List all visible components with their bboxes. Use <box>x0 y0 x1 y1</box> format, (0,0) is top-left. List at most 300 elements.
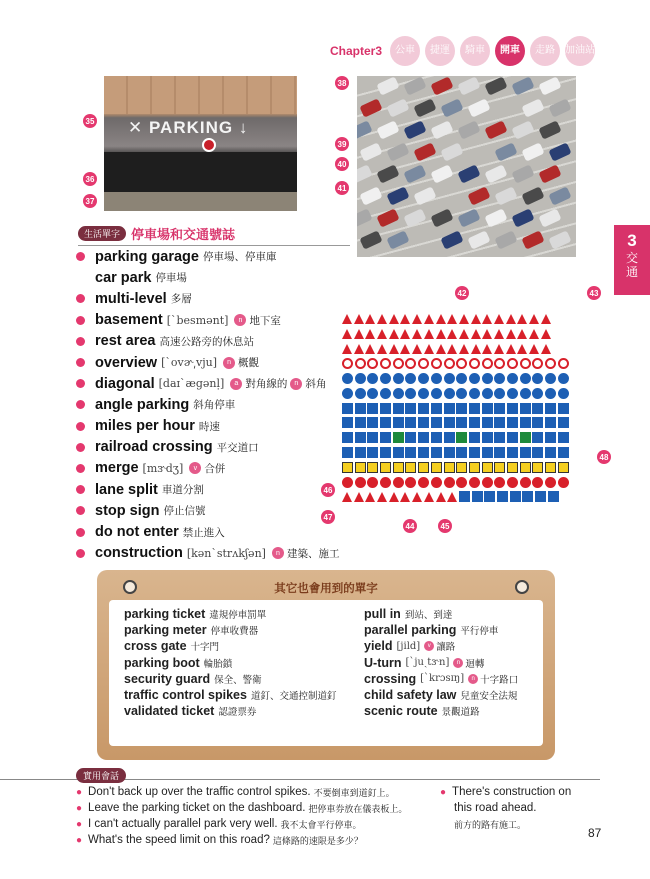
traffic-sign-icon <box>380 462 391 473</box>
panel-word: parking meter <box>124 623 207 638</box>
panel-meaning: 認證票券 <box>218 707 257 719</box>
traffic-sign-icon <box>342 492 352 502</box>
marker-35: 35 <box>83 114 97 128</box>
car-icon <box>359 230 382 249</box>
traffic-sign-icon <box>389 314 399 324</box>
traffic-sign-icon <box>444 477 455 488</box>
extra-vocab-panel <box>97 570 555 760</box>
traffic-sign-icon <box>471 344 481 354</box>
vocab-row <box>76 416 339 437</box>
vocab-row <box>76 500 339 521</box>
car-icon <box>376 120 399 139</box>
section-pill: 生活單字 <box>78 226 126 241</box>
traffic-sign-icon <box>507 432 518 443</box>
traffic-sign-icon <box>520 477 531 488</box>
traffic-sign-icon <box>529 329 539 339</box>
marker-41: 41 <box>335 181 349 195</box>
car-icon <box>430 120 453 139</box>
traffic-sign-icon <box>380 432 391 443</box>
marker-38: 38 <box>335 76 349 90</box>
traffic-sign-icon <box>342 388 353 399</box>
traffic-sign-icon <box>436 344 446 354</box>
traffic-sign-icon <box>494 314 504 324</box>
traffic-sign-icon <box>367 403 378 414</box>
conversation-zh: 我不太會平行停車。 <box>280 819 362 830</box>
traffic-sign-icon <box>400 314 410 324</box>
traffic-sign-icon <box>431 388 442 399</box>
sign-row <box>342 356 592 371</box>
traffic-sign-icon <box>367 358 378 369</box>
vocab-meaning: 地下室 <box>249 314 281 327</box>
traffic-sign-icon <box>482 432 493 443</box>
traffic-sign-icon <box>494 403 505 414</box>
traffic-sign-icon <box>431 373 442 384</box>
car-icon <box>457 164 480 183</box>
traffic-sign-icon <box>424 329 434 339</box>
panel-meaning: 平行停車 <box>460 626 499 638</box>
traffic-sign-icon <box>558 373 569 384</box>
number-badge-icon <box>76 379 85 388</box>
traffic-sign-icon <box>456 388 467 399</box>
car-icon <box>494 142 517 161</box>
traffic-sign-icon <box>459 329 469 339</box>
garage-entrance <box>104 152 297 192</box>
traffic-sign-icon <box>506 314 516 324</box>
car-icon <box>484 208 507 227</box>
vocabulary-list <box>76 246 339 564</box>
vocab-meaning: 概觀 <box>238 357 260 370</box>
car-icon <box>511 76 534 95</box>
panel-row <box>124 703 336 719</box>
vocab-meaning: 停車場、停車庫 <box>202 251 277 264</box>
traffic-sign-icon <box>535 491 546 502</box>
car-icon <box>457 208 480 227</box>
vocab-meaning: 斜角停車 <box>193 399 236 412</box>
traffic-sign-icon <box>459 314 469 324</box>
traffic-sign-icon <box>355 388 366 399</box>
traffic-sign-icon <box>418 403 429 414</box>
panel-meaning: 十字門 <box>190 642 220 654</box>
vocab-word: angle parking <box>95 396 190 413</box>
chapter-side-tab[interactable] <box>614 225 650 295</box>
traffic-sign-icon <box>494 344 504 354</box>
traffic-sign-icon <box>431 462 442 473</box>
panel-word: yield <box>364 639 393 654</box>
car-icon <box>538 76 561 95</box>
side-tab-text: 交通 <box>625 251 638 279</box>
vocab-ipa: [kənˋstrʌkʃən] <box>186 546 266 560</box>
car-icon <box>521 230 544 249</box>
panel-word: validated ticket <box>124 704 215 719</box>
tab-walking[interactable]: 走路 <box>530 36 560 66</box>
sign-row <box>342 371 592 386</box>
traffic-sign-icon <box>418 373 429 384</box>
traffic-sign-icon <box>412 492 422 502</box>
panel-meaning: 讓路 <box>436 642 456 654</box>
vocab-meaning: 建築、施工 <box>286 547 340 560</box>
traffic-sign-icon <box>517 344 527 354</box>
traffic-sign-icon <box>342 447 353 458</box>
vocab-row <box>76 394 339 415</box>
traffic-sign-icon <box>380 388 391 399</box>
traffic-sign-icon <box>545 462 556 473</box>
traffic-sign-icon <box>520 373 531 384</box>
car-icon <box>359 98 382 117</box>
traffic-sign-icon <box>494 432 505 443</box>
traffic-sign-icon <box>418 358 429 369</box>
sign-row <box>342 401 592 416</box>
panel-word: pull in <box>364 607 401 622</box>
traffic-sign-icon <box>444 432 455 443</box>
traffic-sign-icon <box>507 358 518 369</box>
traffic-sign-icon <box>377 314 387 324</box>
traffic-sign-icon <box>482 358 493 369</box>
traffic-sign-icon <box>545 373 556 384</box>
page-number: 87 <box>588 826 602 840</box>
marker-48: 48 <box>597 450 611 464</box>
traffic-sign-icon <box>342 417 353 428</box>
traffic-sign-icon <box>517 329 527 339</box>
traffic-sign-icon <box>400 492 410 502</box>
traffic-sign-icon <box>532 477 543 488</box>
sign-row <box>342 327 592 342</box>
car-icon <box>521 186 544 205</box>
bullet-icon: ● <box>76 818 83 830</box>
traffic-sign-icon <box>541 344 551 354</box>
traffic-sign-icon <box>424 344 434 354</box>
conversation-en: Don't back up over the traffic control spikes. <box>88 786 311 798</box>
traffic-sign-icon <box>380 403 391 414</box>
traffic-sign-icon <box>431 358 442 369</box>
traffic-sign-icon <box>355 447 366 458</box>
number-badge-icon <box>76 358 85 367</box>
traffic-sign-icon <box>342 477 353 488</box>
car-icon <box>538 208 561 227</box>
traffic-sign-icon <box>355 417 366 428</box>
vocab-word: do not enter <box>95 524 179 541</box>
marker-43: 43 <box>587 286 601 300</box>
panel-word: traffic control spikes <box>124 688 247 703</box>
traffic-sign-icon <box>545 447 556 458</box>
traffic-sign-icon <box>558 388 569 399</box>
traffic-sign-icon <box>380 358 391 369</box>
panel-meaning: 保全、警衛 <box>214 674 262 686</box>
traffic-sign-icon <box>405 462 416 473</box>
car-icon <box>484 76 507 95</box>
car-icon <box>376 164 399 183</box>
pos-badge: n <box>223 357 235 369</box>
traffic-sign-icon <box>507 447 518 458</box>
pos-badge: n <box>453 658 463 668</box>
tab-gas-station[interactable]: 加油站 <box>565 36 595 66</box>
panel-row <box>124 606 336 622</box>
panel-row <box>364 622 518 638</box>
traffic-sign-icon <box>412 314 422 324</box>
vocab-word: merge <box>95 460 139 477</box>
traffic-sign-icon <box>355 373 366 384</box>
traffic-sign-icon <box>436 492 446 502</box>
marker-40: 40 <box>335 157 349 171</box>
number-badge-icon <box>76 485 85 494</box>
traffic-sign-icon <box>342 432 353 443</box>
car-icon <box>386 142 409 161</box>
traffic-sign-icon <box>444 417 455 428</box>
pos-badge: n <box>272 547 284 559</box>
marker-46: 46 <box>321 483 335 497</box>
car-icon <box>359 186 382 205</box>
conversation-en: There's construction on <box>452 786 572 798</box>
parking-lot-aerial-photo <box>357 76 576 257</box>
traffic-sign-icon <box>456 403 467 414</box>
car-icon <box>357 164 373 183</box>
car-icon <box>494 230 517 249</box>
vocab-meaning: 時速 <box>198 420 220 433</box>
traffic-sign-icon <box>444 373 455 384</box>
vocab-meaning: 平交道口 <box>216 441 259 454</box>
traffic-sign-icon <box>342 358 353 369</box>
traffic-sign-icon <box>393 358 404 369</box>
pos-badge: a <box>230 378 242 390</box>
car-icon <box>548 142 571 161</box>
car-icon <box>538 120 561 139</box>
car-icon <box>403 120 426 139</box>
panel-row <box>364 606 518 622</box>
traffic-sign-icon <box>405 477 416 488</box>
vocab-meaning: 斜角 <box>305 378 327 391</box>
vocab-row <box>76 267 339 288</box>
traffic-sign-icon <box>532 373 543 384</box>
car-icon <box>357 208 373 227</box>
traffic-sign-icon <box>520 388 531 399</box>
car-icon <box>430 164 453 183</box>
vocab-meaning: 車道分割 <box>161 484 204 497</box>
panel-meaning: 道釘、交通控制道釘 <box>250 691 337 703</box>
car-icon <box>511 208 534 227</box>
list-item <box>440 784 574 800</box>
traffic-sign-icon <box>506 344 516 354</box>
number-badge-icon <box>76 464 85 473</box>
panel-row <box>124 655 336 671</box>
vocab-row <box>76 543 339 564</box>
car-icon <box>521 98 544 117</box>
vocab-word: diagonal <box>95 375 155 392</box>
traffic-sign-icon <box>377 329 387 339</box>
traffic-sign-icon <box>558 358 569 369</box>
traffic-sign-icon <box>365 344 375 354</box>
vocab-word: miles per hour <box>95 418 195 435</box>
vocab-meaning: 多層 <box>170 293 192 306</box>
traffic-sign-icon <box>459 491 470 502</box>
bullet-icon: ● <box>76 786 83 798</box>
bullet-icon: ● <box>440 786 447 798</box>
traffic-sign-icon <box>456 462 467 473</box>
traffic-sign-icon <box>469 373 480 384</box>
car-icon <box>359 142 382 161</box>
traffic-sign-icon <box>482 417 493 428</box>
conversation-pill: 實用會話 <box>76 768 126 783</box>
traffic-sign-icon <box>469 403 480 414</box>
car-icon <box>386 98 409 117</box>
vocab-meaning: 高速公路旁的休息站 <box>159 335 254 348</box>
traffic-sign-icon <box>418 462 429 473</box>
bullet-icon: ● <box>76 802 83 814</box>
traffic-sign-icon <box>431 432 442 443</box>
traffic-signs-chart <box>342 312 592 506</box>
vocab-row <box>76 479 339 500</box>
side-tab-number: 3 <box>627 231 637 250</box>
panel-word: parallel parking <box>364 623 457 638</box>
traffic-sign-icon <box>494 358 505 369</box>
car-icon <box>494 186 517 205</box>
panel-row <box>364 671 518 687</box>
number-badge-icon <box>76 443 85 452</box>
traffic-sign-icon <box>469 462 480 473</box>
traffic-sign-icon <box>456 432 467 443</box>
traffic-sign-icon <box>482 388 493 399</box>
panel-meaning: 迴轉 <box>465 658 485 670</box>
list-item <box>440 800 574 816</box>
traffic-sign-icon <box>393 462 404 473</box>
tab-bus[interactable]: 公車 <box>390 36 420 66</box>
traffic-sign-icon <box>506 329 516 339</box>
traffic-sign-icon <box>545 417 556 428</box>
car-icon <box>413 186 436 205</box>
garage-floor <box>104 192 297 211</box>
traffic-sign-icon <box>456 417 467 428</box>
chapter-label: Chapter3 <box>330 44 383 58</box>
car-icon <box>521 142 544 161</box>
panel-row <box>124 638 336 654</box>
number-badge-icon <box>76 506 85 515</box>
traffic-sign-icon <box>367 432 378 443</box>
car-icon <box>467 230 490 249</box>
panel-word: cross gate <box>124 639 187 654</box>
panel-meaning: 輪胎鎖 <box>203 658 233 670</box>
traffic-sign-icon <box>418 447 429 458</box>
number-badge-icon <box>76 400 85 409</box>
traffic-sign-icon <box>342 373 353 384</box>
conversation-zh: 把停車券放在儀表板上。 <box>308 803 408 814</box>
traffic-sign-icon <box>393 417 404 428</box>
traffic-sign-icon <box>494 388 505 399</box>
traffic-sign-icon <box>355 358 366 369</box>
marker-42: 42 <box>455 286 469 300</box>
panel-row <box>124 671 336 687</box>
car-icon <box>440 142 463 161</box>
traffic-sign-icon <box>456 477 467 488</box>
car-icon <box>511 120 534 139</box>
vocab-word: stop sign <box>95 502 160 519</box>
car-icon <box>413 142 436 161</box>
car-icon <box>484 164 507 183</box>
traffic-sign-icon <box>447 344 457 354</box>
traffic-sign-icon <box>431 403 442 414</box>
traffic-sign-icon <box>472 491 483 502</box>
traffic-sign-icon <box>389 344 399 354</box>
traffic-sign-icon <box>507 403 518 414</box>
traffic-sign-icon <box>405 447 416 458</box>
traffic-sign-icon <box>541 314 551 324</box>
vocab-row <box>76 352 339 373</box>
car-icon <box>538 164 561 183</box>
traffic-sign-icon <box>529 314 539 324</box>
traffic-sign-icon <box>424 314 434 324</box>
pos-badge: n <box>290 378 302 390</box>
traffic-sign-icon <box>469 417 480 428</box>
traffic-sign-icon <box>342 462 353 473</box>
panel-row <box>364 638 518 654</box>
traffic-sign-icon <box>471 314 481 324</box>
marker-44: 44 <box>403 519 417 533</box>
traffic-sign-icon <box>389 329 399 339</box>
marker-36: 36 <box>83 172 97 186</box>
traffic-sign-icon <box>507 462 518 473</box>
traffic-sign-icon <box>548 491 559 502</box>
traffic-sign-icon <box>405 417 416 428</box>
car-icon <box>386 186 409 205</box>
traffic-sign-icon <box>532 358 543 369</box>
traffic-sign-icon <box>507 417 518 428</box>
traffic-sign-icon <box>342 329 352 339</box>
car-icon <box>376 208 399 227</box>
car-icon <box>457 120 480 139</box>
tab-driving[interactable]: 開車 <box>495 36 525 66</box>
tab-riding[interactable]: 騎車 <box>460 36 490 66</box>
vocab-word: multi-level <box>95 290 167 307</box>
traffic-sign-icon <box>365 314 375 324</box>
vocab-ipa: [ˋovɚ͵vju] <box>161 356 218 370</box>
number-badge-icon <box>76 294 85 303</box>
traffic-sign-icon <box>494 329 504 339</box>
traffic-sign-icon <box>418 417 429 428</box>
traffic-sign-icon <box>456 447 467 458</box>
traffic-sign-icon <box>482 373 493 384</box>
traffic-sign-icon <box>393 432 404 443</box>
vocab-word: construction <box>95 545 183 562</box>
panel-ipa: [jild] <box>396 640 421 652</box>
traffic-sign-icon <box>380 447 391 458</box>
traffic-sign-icon <box>380 477 391 488</box>
traffic-sign-icon <box>532 403 543 414</box>
vocab-row <box>76 310 339 331</box>
traffic-sign-icon <box>469 358 480 369</box>
traffic-sign-icon <box>507 373 518 384</box>
car-icon <box>457 76 480 95</box>
panel-word: security guard <box>124 671 211 686</box>
traffic-sign-icon <box>482 477 493 488</box>
conversation-zh: 不要倒車到道釘上。 <box>313 787 395 798</box>
car-icon <box>357 120 373 139</box>
traffic-sign-icon <box>431 417 442 428</box>
traffic-sign-icon <box>520 417 531 428</box>
traffic-sign-icon <box>471 329 481 339</box>
panel-title: 其它也會用到的單字 <box>274 583 378 595</box>
vocab-word: lane split <box>95 481 158 498</box>
traffic-sign-icon <box>494 447 505 458</box>
vocab-word: car park <box>95 269 152 286</box>
traffic-sign-icon <box>532 432 543 443</box>
vocab-meaning: 對角線的 <box>245 378 288 391</box>
vocab-meaning: 停止信號 <box>163 505 206 518</box>
traffic-sign-icon <box>456 358 467 369</box>
panel-row <box>364 655 518 671</box>
number-badge-icon <box>76 252 85 261</box>
tab-metro[interactable]: 捷運 <box>425 36 455 66</box>
sign-row <box>342 342 592 357</box>
parking-sign-text: ✕ PARKING ↓ <box>128 118 249 137</box>
traffic-sign-icon <box>482 344 492 354</box>
traffic-sign-icon <box>558 432 569 443</box>
